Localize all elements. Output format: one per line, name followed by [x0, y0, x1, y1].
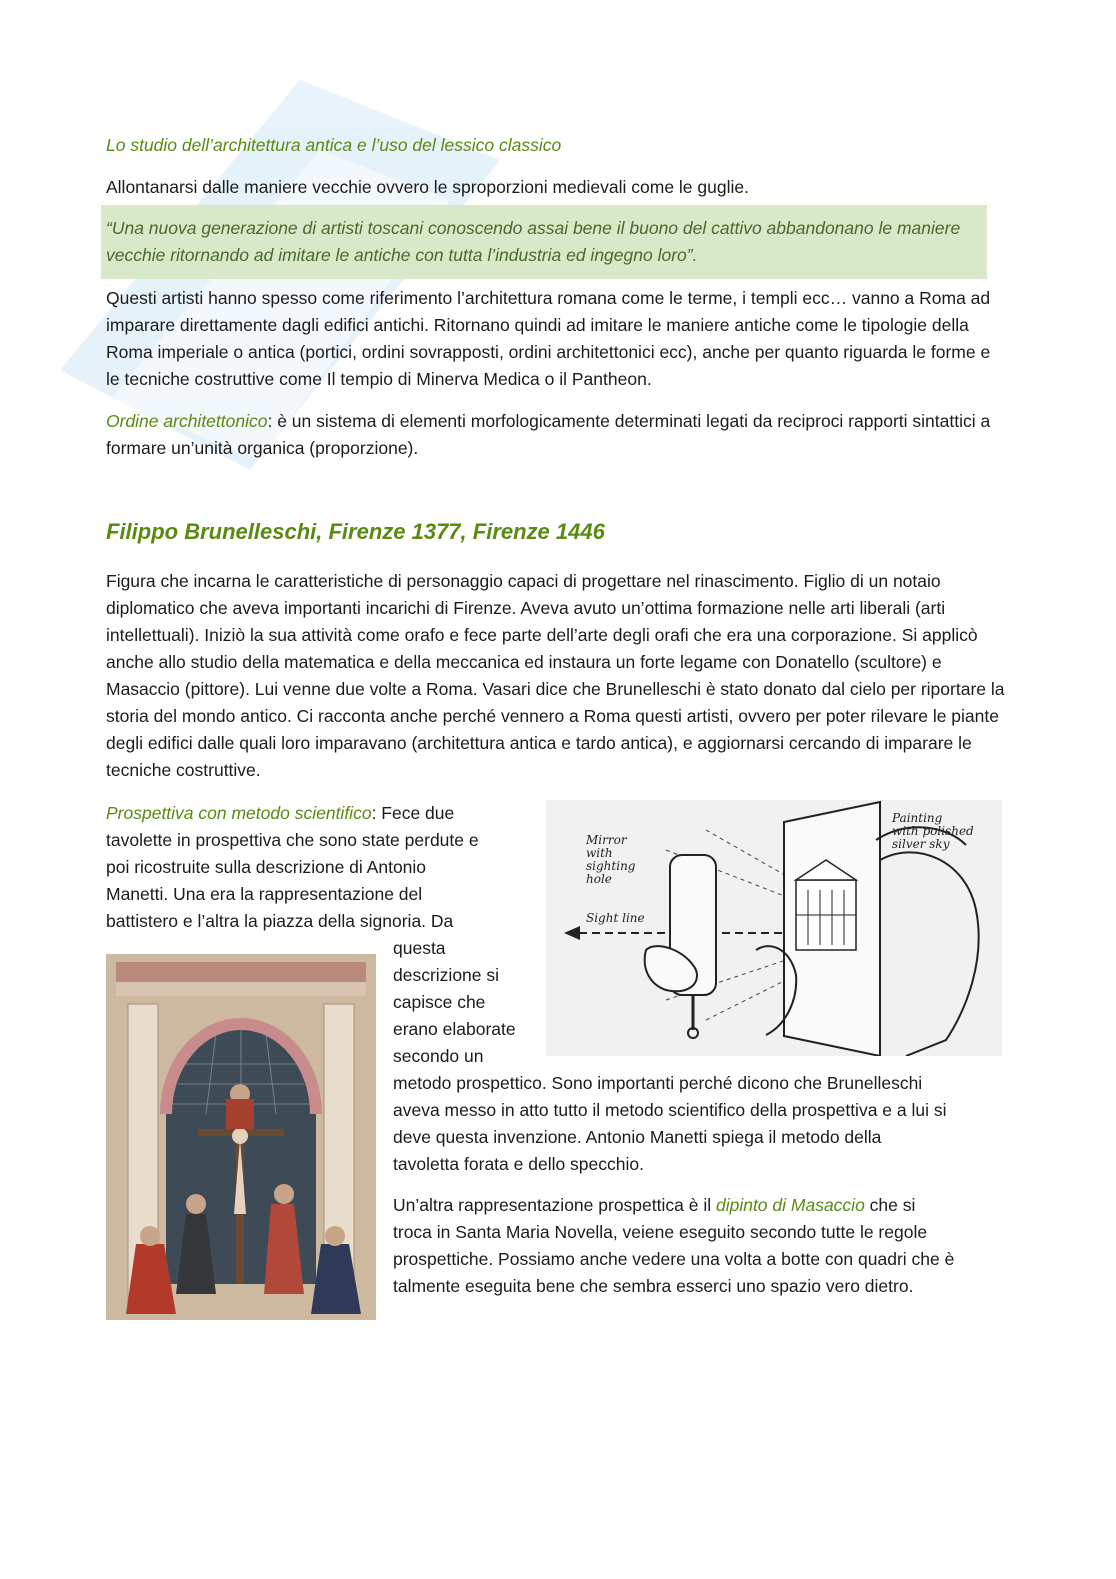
intro-paragraph: Allontanarsi dalle maniere vecchie ovvero le sproporzioni medievali come le guglie. — [106, 177, 749, 197]
perspective-line: Prospettiva con metodo scientifico: Fece due — [106, 803, 455, 823]
diagram-label-mirror: sighting — [586, 859, 636, 873]
order-definition — [106, 408, 996, 462]
section-subtitle: Lo studio dell’architettura antica e l’uso del lessico classico — [106, 135, 562, 155]
masaccio-term: dipinto di Masaccio — [715, 1195, 865, 1215]
diagram-label-mirror: Mirror — [586, 833, 627, 847]
order-term: Ordine architettonico — [106, 411, 268, 431]
diagram-label-painting: Painting — [892, 811, 943, 825]
perspective-line: metodo prospettico. Sono importanti perché dicono che Brunelleschi — [393, 1073, 923, 1093]
diagram-label-sight: Sight line — [586, 911, 645, 925]
architecture-paragraph: Questi artisti hanno spesso come riferimento l’architettura romana come le terme, i templi ecc… vanno a Roma ad imparare direttamente dagli edifici antichi. Ritornano quindi ad imitare le maniere antiche come le tipologie della Roma imperiale o antica (portici, ordini sovrapposti, ordini architettonici ecc), anche per quanto riguarda le forme e le tecniche costruttive come Il tempio di Minerva Medica o il Pantheon. — [106, 288, 991, 389]
quote-text: “Una nuova generazione di artisti toscani conoscendo assai bene il buono del cattivo abbandonano le maniere vecchie ritornando ad imitare le antiche con tutta l’industria ed ingegno loro”. — [106, 218, 961, 265]
diagram-label-painting: silver sky — [892, 837, 950, 851]
perspective-line: descrizione si — [393, 965, 500, 985]
perspective-line: tavoletta forata e dello specchio. — [393, 1154, 644, 1174]
perspective-line: Manetti. Una era la rappresentazione del — [106, 884, 423, 904]
perspective-line: poi ricostruite sulla descrizione di Antonio — [106, 857, 427, 877]
diagram-label-painting: with polished — [892, 824, 974, 838]
perspective-line: tavolette in prospettiva che sono state perdute e — [106, 830, 479, 850]
perspective-line: secondo un — [393, 1046, 484, 1066]
diagram-label-mirror: hole — [586, 872, 612, 886]
perspective-line: capisce che — [393, 992, 486, 1012]
perspective-line: deve questa invenzione. Antonio Manetti spiega il metodo della — [393, 1127, 882, 1147]
perspective-experiment-figure — [546, 800, 1002, 1056]
order-definition-text: : è un sistema di elementi morfologicamente determinati legati da reciproci rapporti sintattici a formare un’unità organica (proporzione). — [106, 411, 991, 458]
perspective-line: erano elaborate — [393, 1019, 516, 1039]
perspective-line: questa — [393, 938, 446, 958]
masaccio-line: troca in Santa Maria Novella, veiene eseguito secondo tutte le regole — [393, 1222, 928, 1242]
section-heading: Filippo Brunelleschi, Firenze 1377, Firenze 1446 — [106, 519, 605, 544]
masaccio-line: talmente eseguita bene che sembra esserci uno spazio vero dietro. — [393, 1276, 914, 1296]
perspective-term: Prospettiva con metodo scientifico — [106, 803, 372, 823]
perspective-line: aveva messo in atto tutto il metodo scientifico della prospettiva e a lui si — [393, 1100, 947, 1120]
masaccio-line: Un’altra rappresentazione prospettica è il dipinto di Masaccio che si — [393, 1195, 916, 1215]
masaccio-line: prospettiche. Possiamo anche vedere una volta a botte con quadri che è — [393, 1249, 955, 1269]
perspective-line: battistero e l’altra la piazza della signoria. Da — [106, 911, 454, 931]
masaccio-trinity-painting — [106, 954, 376, 1320]
diagram-label-mirror: with — [586, 846, 613, 860]
biography-paragraph: Figura che incarna le caratteristiche di personaggio capaci di progettare nel rinascimento. Figlio di un notaio diplomatico che aveva importanti incarichi di Firenze. Aveva avuto un’ottima formazione nelle arti liberali (arti intellettuali). Iniziò la sua attività come orafo e fece parte dell’arte degli orafi che era una corporazione. Si applicò anche allo studio della matematica e della meccanica ed instaura un forte legame con Donatello (scultore) e Masaccio (pittore). Lui venne due volte a Roma. Vasari dice che Brunelleschi è stato donato dal cielo per riportare la storia del mondo antico. Ci racconta anche perché vennero a Roma questi artisti, ovvero per poter rilevare le piante degli edifici dalle quali loro imparavano (architettura antica e tardo antica), e aggiornarsi cercando di imparare le tecniche costruttive. — [106, 571, 1005, 780]
